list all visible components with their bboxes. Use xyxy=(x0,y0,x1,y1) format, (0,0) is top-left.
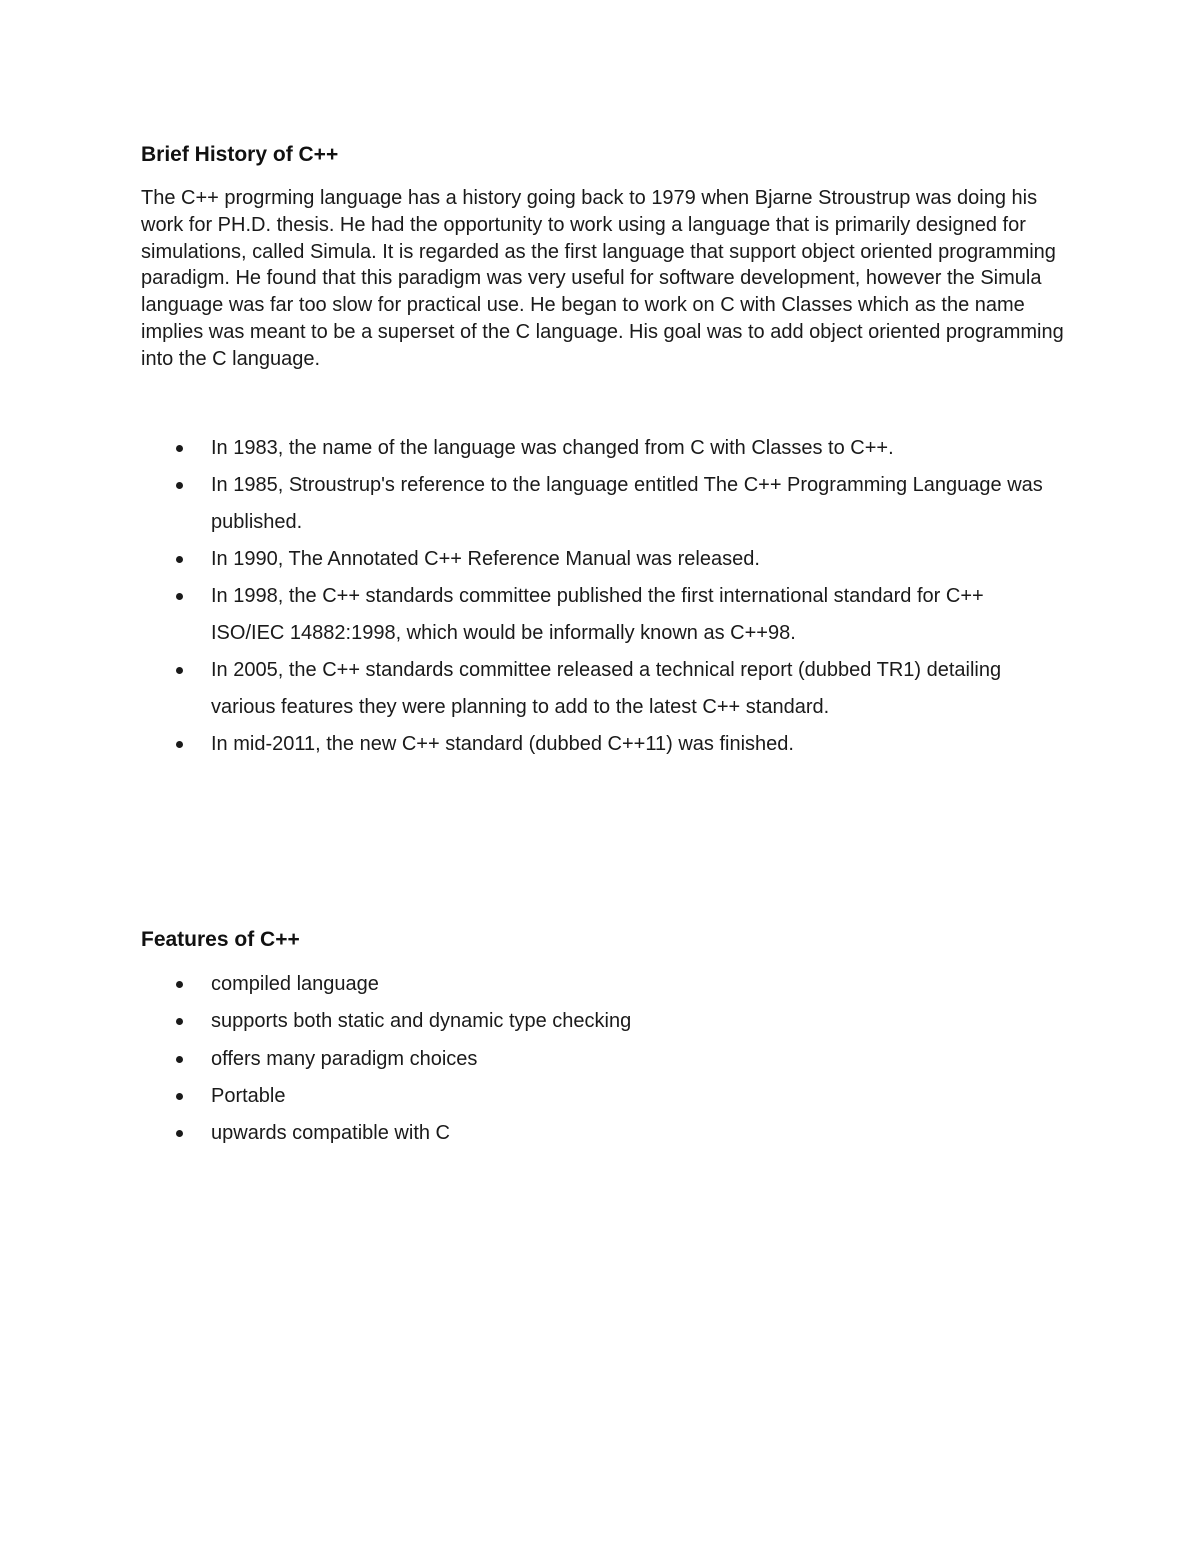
bullet-icon xyxy=(176,1056,183,1063)
bullet-icon xyxy=(176,593,183,600)
features-heading: Features of C++ xyxy=(141,928,300,951)
bullet-icon xyxy=(176,445,183,452)
list-item-text: In mid-2011, the new C++ standard (dubbed C++11) was finished. xyxy=(211,733,794,755)
list-item-text: supports both static and dynamic type checking xyxy=(211,1010,632,1033)
history-heading: Brief History of C++ xyxy=(141,143,339,166)
list-item-text: In 1990, The Annotated C++ Reference Manual was released. xyxy=(211,548,760,570)
list-item xyxy=(0,1003,1061,1040)
list-item xyxy=(0,652,1061,726)
bullet-icon xyxy=(176,741,183,748)
list-item xyxy=(0,467,1061,541)
bullet-icon xyxy=(176,1130,183,1137)
features-list xyxy=(0,966,1200,1152)
bullet-icon xyxy=(176,667,183,674)
list-item-text: In 2005, the C++ standards committee released a technical report (dubbed TR1) detailing various features they were planning to add to the latest C++ standard. xyxy=(211,659,1002,718)
list-item-text: compiled language xyxy=(211,973,379,995)
list-item xyxy=(0,726,1061,763)
bullet-icon xyxy=(176,1093,183,1100)
bullet-icon xyxy=(176,981,183,988)
list-item-text: Portable xyxy=(211,1084,286,1107)
list-item xyxy=(0,1078,1061,1115)
list-item-text: In 1985, Stroustrup's reference to the language entitled The C++ Programming Language was published. xyxy=(211,474,1043,533)
bullet-icon xyxy=(176,556,183,563)
list-item-text: In 1983, the name of the language was changed from C with Classes to C++. xyxy=(211,437,894,459)
list-item xyxy=(0,578,1061,652)
list-item-text: offers many paradigm choices xyxy=(211,1047,478,1070)
list-item xyxy=(0,966,1061,1003)
list-item xyxy=(0,430,1061,467)
list-item xyxy=(0,1041,1061,1078)
list-item xyxy=(0,541,1061,578)
list-item xyxy=(0,1115,1061,1152)
bullet-icon xyxy=(176,1018,183,1025)
history-list xyxy=(0,430,1200,763)
list-item-text: In 1998, the C++ standards committee published the first international standard for C++ ISO/IEC 14882:1998, which would be informally known as C++98. xyxy=(211,585,984,644)
list-item-text: upwards compatible with C xyxy=(211,1122,450,1145)
bullet-icon xyxy=(176,482,183,489)
history-paragraph: The C++ progrming language has a history going back to 1979 when Bjarne Stroustrup was doing his work for PH.D. thesis. He had the opportunity to work using a language that is primarily designed for simulations, called Simula. It is regarded as the first language that support object oriented programming paradigm. He found that this paradigm was very useful for software development, however the Simula language was far too slow for practical use. He began to work on C with Classes which as the name implies was meant to be a superset of the C language. His goal was to add object oriented programming into the C language. xyxy=(141,187,1064,370)
